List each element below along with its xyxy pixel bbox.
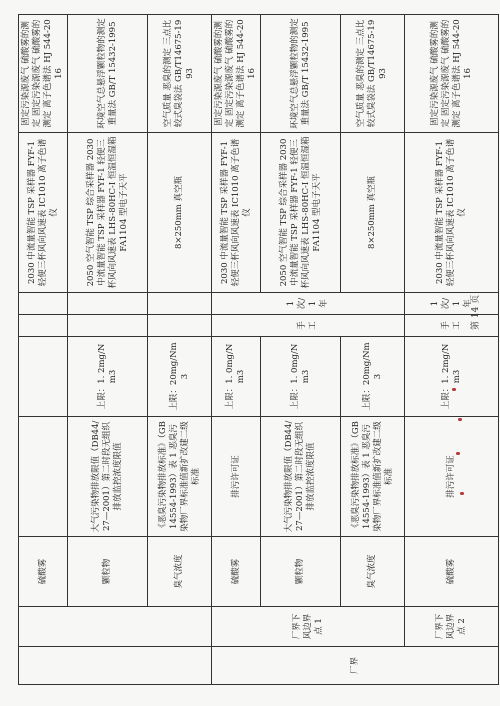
cell-point — [19, 607, 212, 647]
cell-item: 硫酸雾 — [212, 537, 261, 607]
cell-instrument: 2030 中流量智能 TSP 采样器 FYF-1 轻便三杯风向风速表 IC1010 离子色谱仪 — [212, 133, 261, 293]
cell-item: 臭气浓度 — [341, 537, 405, 607]
cell-basis: 空气质量 恶臭的测定 三点比较式臭袋法 GB/T14675-1993 — [148, 15, 212, 133]
cell-standard: 大气污染物排放限值（DB44/ 27—2001）第二时段无组织排放监控浓度限值 — [68, 417, 148, 537]
scan-mark — [456, 452, 460, 455]
table-row — [212, 15, 261, 685]
cell-item: 颗粒物 — [261, 537, 341, 607]
table-row — [148, 15, 212, 685]
cell-method: 1 次/1 年 — [405, 293, 499, 315]
cell-standard: 排污许可证 — [212, 417, 261, 537]
cell-limit: 上限：1. 2mg/Nm3 — [405, 337, 499, 417]
scan-mark — [452, 388, 456, 391]
cell-freq: 手工 — [405, 315, 499, 337]
scan-mark — [460, 492, 464, 495]
cell-limit: 上限：20mg/Nm3 — [341, 337, 405, 417]
table-row — [19, 15, 68, 685]
cell-limit: 上限：1. 2mg/Nm3 — [68, 337, 148, 417]
cell-freq — [68, 315, 148, 337]
cell-item: 颗粒物 — [68, 537, 148, 607]
cell-limit: 上限：20mg/Nm3 — [148, 337, 212, 417]
cell-instrument: 2030 中流量智能 TSP 采样器 FYF-1 轻便三杯风向风速表 IC1010 离子色谱仪 — [19, 133, 68, 293]
cell-instrument: 2050 空气智能 TSP 综合采样器 2030 中流量智能 TSP 采样器 FYF-1 轻便三杯风向风速表 LHS-80HC-I 恒温恒湿箱 FA1104 型电子天平 — [68, 133, 148, 293]
cell-limit: 上限：1. 0mg/Nm3 — [261, 337, 341, 417]
cell-basis: 空气质量 恶臭的测定 三点比较式臭袋法 GB/T14675-1993 — [341, 15, 405, 133]
cell-standard: 大气污染物排放限值（DB44/ 27—2001）第二时段无组织排放监控浓度限值 — [261, 417, 341, 537]
cell-limit: 上限：1. 0mg/Nm3 — [212, 337, 261, 417]
cell-point: 厂界下风边界点 2 — [405, 607, 499, 647]
cell-basis: 固定污染源废气 硫酸雾的测定 固定污染源废气 硫酸雾的测定 离子色谱法 HJ 544-2016 — [212, 15, 261, 133]
cell-standard: 《恶臭污染物排放标准》（GB 14554-1993）表 1 恶臭污染物厂界标准值新扩改建二级标准 — [341, 417, 405, 537]
cell-instrument: 2030 中流量智能 TSP 采样器 FYF-1 轻便三杯风向风速表 IC1010 离子色谱仪 — [405, 133, 499, 293]
cell-basis: 固定污染源废气 硫酸雾的测定 固定污染源废气 硫酸雾的测定 离子色谱法 HJ 544-2016 — [405, 15, 499, 133]
cell-method — [68, 293, 148, 315]
monitoring-table — [18, 14, 499, 685]
monitoring-table-rotated — [18, 15, 488, 685]
cell-point: 厂界下风边界点 1 — [212, 607, 405, 647]
cell-basis: 环境空气总悬浮颗粒物的测定重量法 GB/T 15432-1995 — [68, 15, 148, 133]
cell-freq — [19, 315, 68, 337]
cell-method — [19, 293, 68, 315]
page-number: 第 14 页 — [471, 294, 481, 330]
cell-limit — [19, 337, 68, 417]
cell-freq: 手工 — [212, 315, 405, 337]
cell-item: 硫酸雾 — [19, 537, 68, 607]
cell-basis: 环境空气总悬浮颗粒物的测定重量法 GB/T 15432-1995 — [261, 15, 341, 133]
scan-mark — [458, 418, 462, 421]
cell-method: 1 次/1 年 — [212, 293, 405, 315]
cell-instrument: 8×250mm 真空瓶 — [341, 133, 405, 293]
cell-basis: 固定污染源废气 硫酸雾的测定 固定污染源废气 硫酸雾的测定 离子色谱法 HJ 544-2016 — [19, 15, 68, 133]
cell-site: 厂界 — [212, 647, 499, 685]
cell-freq — [148, 315, 212, 337]
table-row — [68, 15, 148, 685]
table-row — [341, 15, 405, 685]
cell-instrument: 8×250mm 真空瓶 — [148, 133, 212, 293]
table-row — [261, 15, 341, 685]
cell-instrument: 2050 空气智能 TSP 综合采样器 2030 中流量智能 TSP 采样器 FYF-1 轻便三杯风向风速表 LHS-80HC-I 恒温恒湿箱 FA1104 型电子天平 — [261, 133, 341, 293]
table-row — [405, 15, 499, 685]
cell-item: 臭气浓度 — [148, 537, 212, 607]
cell-item: 硫酸雾 — [405, 537, 499, 607]
cell-method — [148, 293, 212, 315]
cell-standard — [19, 417, 68, 537]
cell-standard: 《恶臭污染物排放标准》（GB 14554-1993）表 1 恶臭污染物厂界标准值新扩改建二级标准 — [148, 417, 212, 537]
cell-site — [19, 647, 212, 685]
cell-standard: 排污许可证 — [405, 417, 499, 537]
